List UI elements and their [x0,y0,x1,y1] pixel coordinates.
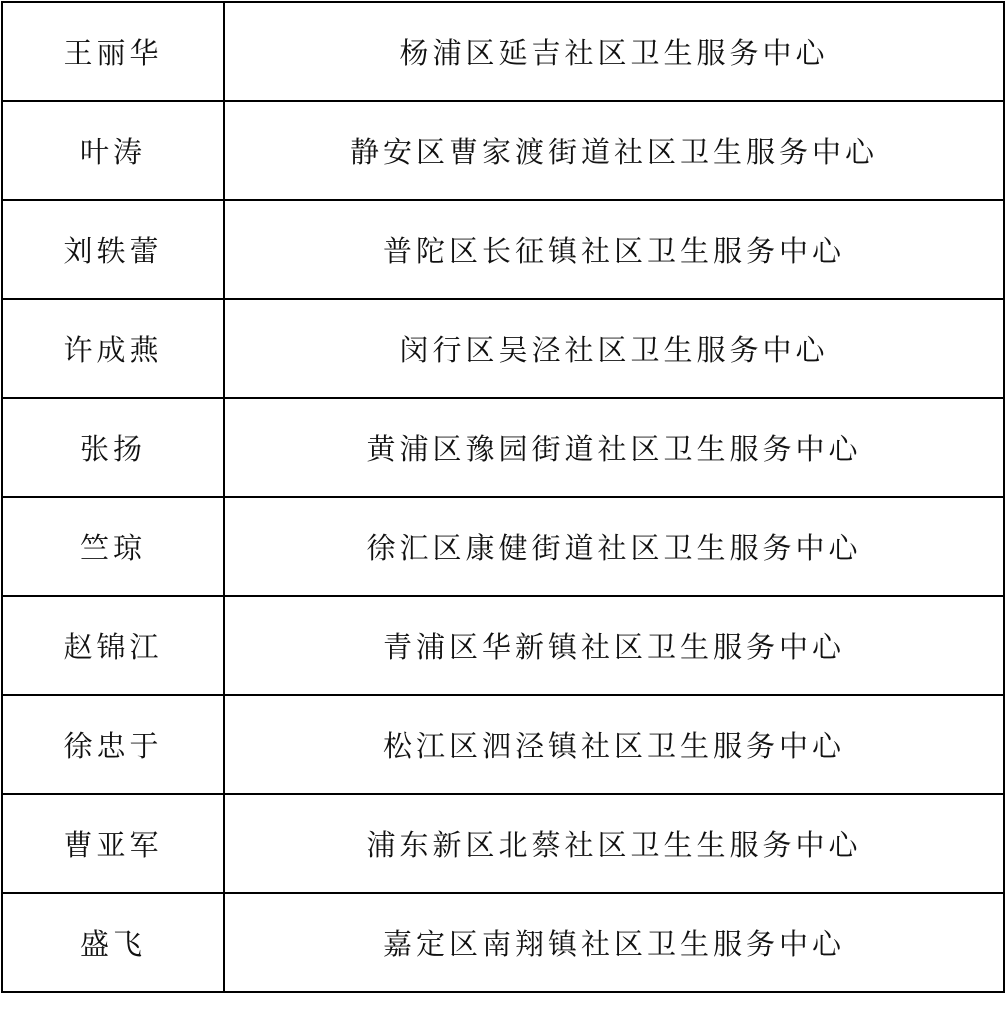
organization-name: 闵行区吴泾社区卫生服务中心 [224,299,1004,398]
person-name: 竺琼 [2,497,224,596]
table-row [2,596,1004,695]
table-row [2,299,1004,398]
organization-name: 杨浦区延吉社区卫生服务中心 [224,2,1004,101]
organization-name: 松江区泗泾镇社区卫生服务中心 [224,695,1004,794]
person-name: 叶涛 [2,101,224,200]
table-row [2,200,1004,299]
person-name: 王丽华 [2,2,224,101]
roster-table [1,1,1005,993]
table-row [2,2,1004,101]
organization-name: 青浦区华新镇社区卫生服务中心 [224,596,1004,695]
organization-name: 普陀区长征镇社区卫生服务中心 [224,200,1004,299]
organization-name: 嘉定区南翔镇社区卫生服务中心 [224,893,1004,992]
table-row [2,794,1004,893]
table-row [2,101,1004,200]
table-row [2,398,1004,497]
person-name: 许成燕 [2,299,224,398]
organization-name: 静安区曹家渡街道社区卫生服务中心 [224,101,1004,200]
person-name: 刘轶蕾 [2,200,224,299]
person-name: 徐忠于 [2,695,224,794]
person-name: 赵锦江 [2,596,224,695]
person-name: 曹亚军 [2,794,224,893]
table-row [2,893,1004,992]
organization-name: 黄浦区豫园街道社区卫生服务中心 [224,398,1004,497]
organization-name: 徐汇区康健街道社区卫生服务中心 [224,497,1004,596]
person-name: 张扬 [2,398,224,497]
table-row [2,695,1004,794]
person-name: 盛飞 [2,893,224,992]
table-row [2,497,1004,596]
organization-name: 浦东新区北蔡社区卫生生服务中心 [224,794,1004,893]
